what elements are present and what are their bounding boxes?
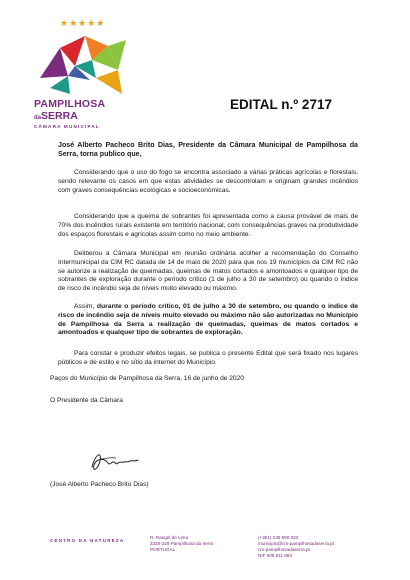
signature-icon <box>86 447 156 477</box>
president-name: (José Alberto Pacheco Brito Dias) <box>50 481 149 488</box>
paragraph-5: Para constar e produzir efeitos legais, se publica o presente Edital que será fixado nos lugares públicos e de estilo e no sítio da internet do Município. <box>58 350 358 366</box>
intro-paragraph: José Alberto Pacheco Brito Dias, Presidente da Câmara Municipal de Pampilhosa da Serra, torna publico que, <box>58 141 358 159</box>
footer-address <box>150 535 214 553</box>
municipality-logo <box>30 18 140 130</box>
footer-phone: (+351) 235 590 320 <box>258 535 299 540</box>
logo-wordmark-line2 <box>34 110 78 122</box>
paragraph-4 <box>58 303 358 338</box>
footer-nif: NIF 506 811 883 <box>258 553 292 558</box>
paragraph-4-end: . <box>240 329 243 337</box>
footer-email[interactable]: municipio@cm-pampilhosadaserra.pt <box>258 541 334 546</box>
paragraph-4-start: Assim, <box>74 303 97 310</box>
footer-centro-natureza: CENTRO DA NATUREZA <box>50 538 125 543</box>
paragraph-2: Considerando que a queima de sobrantes foi apresentada como a causa provável de mais de 70% dos incêndios rurais existente em território nacional, com consequências graves na produtividade dos espaços florestais e agrícolas assim como no meio ambiente. <box>58 213 358 238</box>
logo-subtitle: CÂMARA MUNICIPAL <box>34 124 100 129</box>
footer-address-line: 3320-229 Pampilhosa da Serra <box>150 541 214 546</box>
logo-emblem-icon <box>30 18 140 100</box>
paragraph-1: Considerando que o uso do fogo se encontra associado a várias práticas agrícolas e florestais, sendo relevante os casos em que estas atividades se descontrolam e originam grandes incêndios com graves consequências ecológicas e socioeconómicas. <box>58 169 358 194</box>
logo-wordmark-serra: SERRA <box>41 110 78 122</box>
logo-wordmark-da: da <box>34 115 42 121</box>
paragraph-4-bold: durante o período crítico, 01 de julho a 30 de setembro, ou quando o índice de risco de incêndio seja de níveis muito elevado ou máximo não são autorizadas no Município de Pampilhosa da Serra a realização de queimadas, queimas de matos cortados e amontoados e qualquer tipo de sobrantes de exploração <box>58 303 358 337</box>
date-line: Paços do Município de Pampilhosa da Serra, 16 de junho de 2020 <box>50 375 244 382</box>
president-title: O Presidente da Câmara <box>50 397 123 404</box>
footer-address-line: PORTUGAL <box>150 547 176 552</box>
paragraph-3: Deliberou a Câmara Municipal em reunião ordinária acolher a recomendação do Conselho Intermunicipal da CIM RC datada de 14 de maio de 2020 para que nos 19 municípios da CIM RC não se autorize a realização de queimadas, queimas de matos cortados e amontoados e qualquer tipo de sobrantes de exploração durante o período crítico (1 de julho a 30 de setembro) ou quando o índice de risco de incêndio seja de níveis muito elevado ou máximo. <box>58 250 358 293</box>
document-title: EDITAL n.º 2717 <box>230 97 332 112</box>
footer-contacts <box>258 535 334 559</box>
stars-icon: ★★★★★ <box>60 18 106 28</box>
logo-wordmark-line1: PAMPILHOSA <box>34 98 106 110</box>
footer-address-line: R. Rangel de Lima <box>150 535 189 540</box>
footer-website[interactable]: cm-pampilhosadaserra.pt <box>258 547 310 552</box>
